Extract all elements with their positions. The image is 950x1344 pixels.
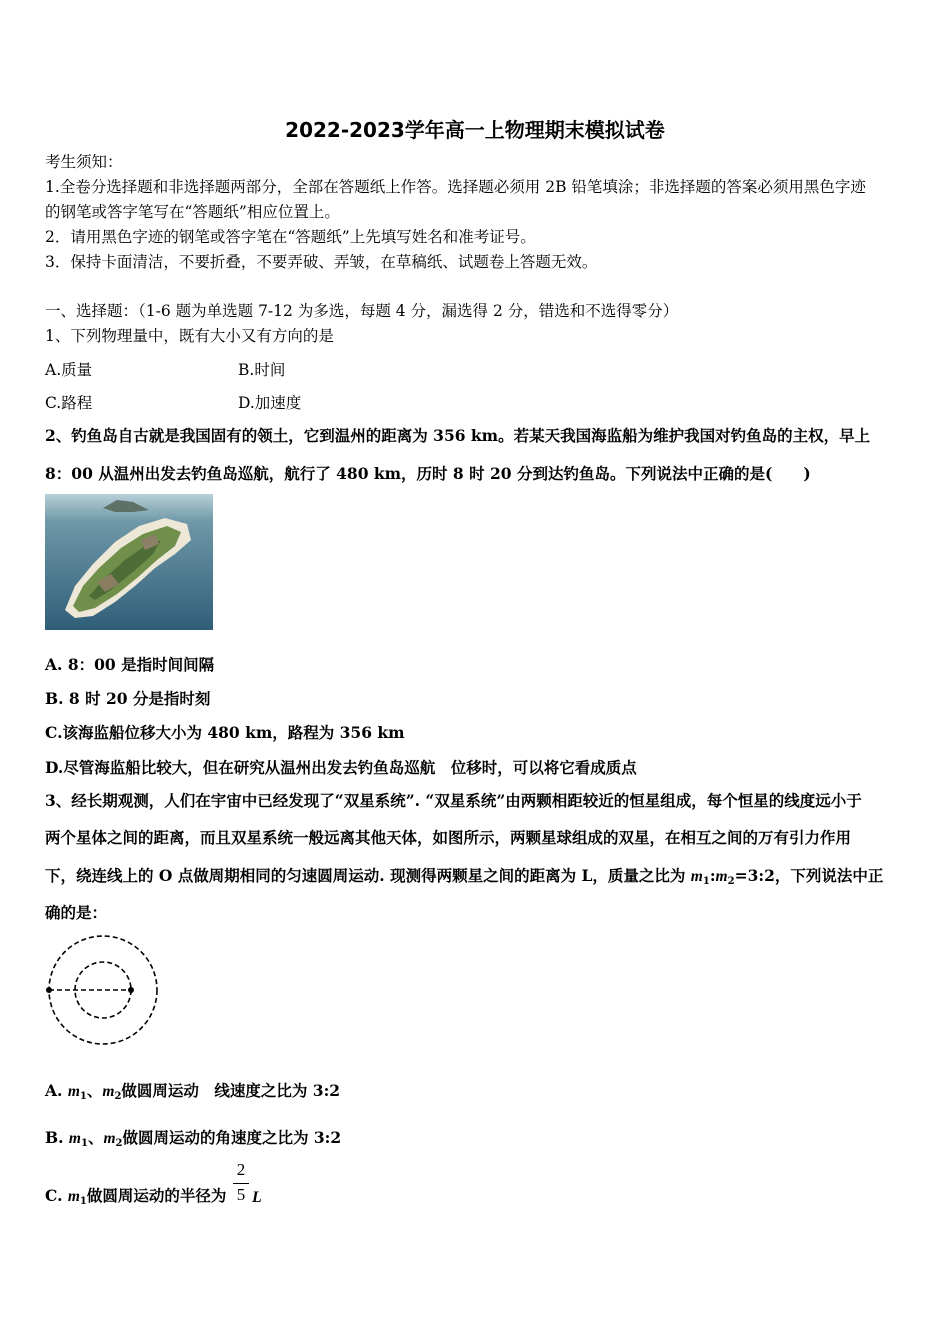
- q2-option-a: A. 8：00 是指时间间隔: [45, 655, 215, 674]
- radius-fraction: [233, 1160, 249, 1205]
- q2-stem-line-1: 2、钓鱼岛自古就是我国固有的领土，它到温州的距离为 356 km。若某天我国海监船为维护我国对钓鱼岛的主权，早上: [45, 426, 871, 445]
- notice-line-3: 2．请用黑色字迹的钢笔或答字笔在“答题纸”上先填写姓名和准考证号。: [45, 228, 536, 246]
- q2-option-c: C.该海监船位移大小为 480 km，路程为 356 km: [45, 723, 405, 742]
- fraction-denominator: 5: [236, 1185, 246, 1204]
- notice-heading: 考生须知：: [45, 153, 123, 171]
- page-title: 2022-2023学年高一上物理期末模拟试卷: [285, 118, 665, 142]
- q3-option-a: A. $m_1$、$m_2$做圆周运动 线速度之比为 3:2: [45, 1081, 341, 1102]
- q1-stem: 1、下列物理量中，既有大小又有方向的是: [45, 327, 334, 345]
- notice-line-1: 1.全卷分选择题和非选择题两部分，全部在答题纸上作答。选择题必须用 2B 铅笔填涂；非选择题的答案必须用黑色字迹: [45, 178, 866, 196]
- binary-star-diagram: [44, 932, 162, 1048]
- q2-option-d: D.尽管海监船比较大，但在研究从温州出发去钓鱼岛巡航 位移时，可以将它看成质点: [45, 758, 637, 777]
- section-heading: 一、选择题：（1-6 题为单选题 7-12 为多选，每题 4 分，漏选得 2 分，错选和不选得零分）: [45, 302, 679, 320]
- q1-option-b: B.时间: [238, 361, 286, 379]
- q3-option-c: C. $m_1$做圆周运动的半径为: [45, 1186, 227, 1207]
- q3-stem-line-4: 确的是：: [45, 903, 108, 922]
- q3-stem-line-3: 下，绕连线上的 O 点做周期相同的匀速圆周运动. 现测得两颗星之间的距离为 L，质量之比为 $m_1:m_2=3:2$，下列说法中正: [45, 866, 884, 887]
- q1-option-a: A.质量: [45, 361, 93, 379]
- q2-option-b: B. 8 时 20 分是指时刻: [45, 689, 211, 708]
- q1-option-d: D.加速度: [238, 394, 302, 412]
- island-photo: [45, 494, 213, 630]
- q2-stem-line-2: 8：00 从温州出发去钓鱼岛巡航，航行了 480 km，历时 8 时 20 分到达钓鱼岛。下列说法中正确的是( ): [45, 464, 811, 483]
- q3-stem-line-1: 3、经长期观测，人们在宇宙中已经发现了“双星系统”. “双星系统”由两颗相距较近的恒星组成，每个恒星的线度远小于: [45, 791, 862, 810]
- length-symbol-L: L: [252, 1189, 262, 1206]
- q3-option-b: B. $m_1$、$m_2$做圆周运动的角速度之比为 3:2: [45, 1128, 342, 1149]
- q1-option-c: C.路程: [45, 394, 93, 412]
- notice-line-2: 的钢笔或答字笔写在“答题纸”相应位置上。: [45, 203, 340, 221]
- q3-stem-line-2: 两个星体之间的距离，而且双星系统一般远离其他天体，如图所示，两颗星球组成的双星，在相互之间的万有引力作用: [45, 828, 852, 847]
- fraction-numerator: 2: [236, 1160, 246, 1179]
- notice-line-4: 3．保持卡面清洁，不要折叠，不要弄破、弄皱，在草稿纸、试题卷上答题无效。: [45, 253, 598, 271]
